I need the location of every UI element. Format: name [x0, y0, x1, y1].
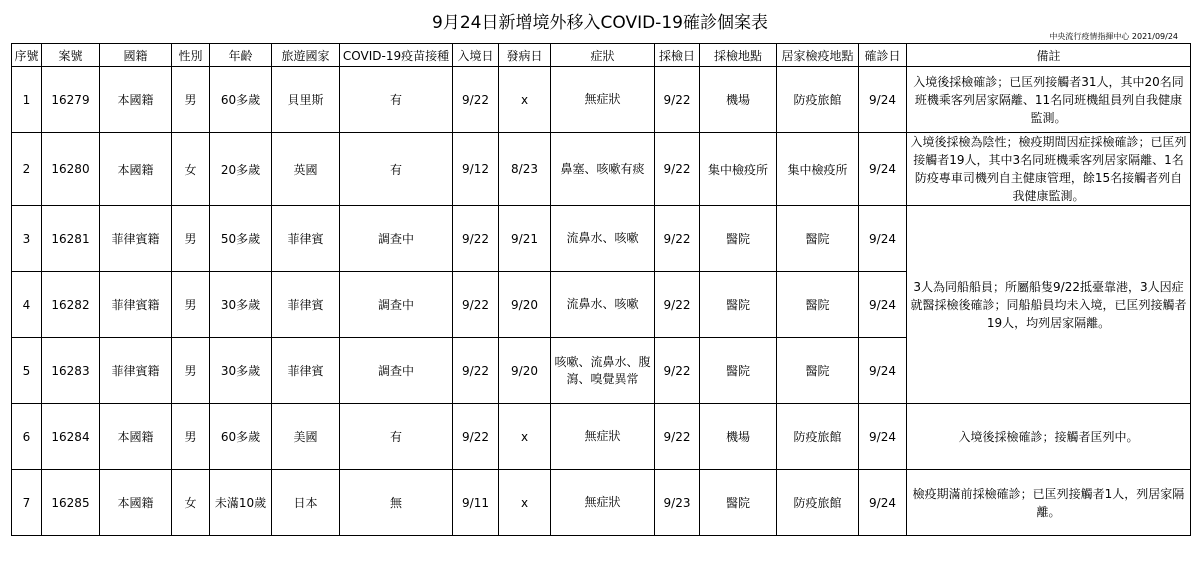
- header-cell: 序號: [12, 44, 42, 67]
- remark-cell: 3人為同船船員；所屬船隻9/22抵臺靠港，3人因症就醫採檢後確診；同船船員均未入境，已匡列接觸者19人，均列居家隔離。: [907, 206, 1191, 404]
- entry-cell: 9/22: [453, 338, 499, 404]
- onset-cell: x: [499, 404, 551, 470]
- vaccine-cell: 有: [340, 133, 453, 206]
- sex-cell: 男: [172, 206, 210, 272]
- header-cell: 採檢地點: [700, 44, 777, 67]
- remark-cell: 入境後採檢確診；接觸者匡列中。: [907, 404, 1191, 470]
- remark-cell: 入境後採檢確診；已匡列接觸者31人，其中20名同班機乘客列居家隔離、11名同班機組員列自我健康監測。: [907, 67, 1191, 133]
- entry-cell: 9/22: [453, 404, 499, 470]
- age-cell: 20多歲: [210, 133, 272, 206]
- age-cell: 60多歲: [210, 404, 272, 470]
- header-cell: 旅遊國家: [272, 44, 340, 67]
- case-cell: 16284: [42, 404, 100, 470]
- sex-cell: 男: [172, 338, 210, 404]
- confirm-cell: 9/24: [859, 67, 907, 133]
- test-date-cell: 9/23: [655, 470, 700, 536]
- confirm-cell: 9/24: [859, 133, 907, 206]
- seq-cell: 3: [12, 206, 42, 272]
- nationality-cell: 本國籍: [100, 133, 172, 206]
- header-cell: COVID-19疫苗接種: [340, 44, 453, 67]
- onset-cell: 9/21: [499, 206, 551, 272]
- confirm-cell: 9/24: [859, 470, 907, 536]
- case-cell: 16283: [42, 338, 100, 404]
- case-cell: 16285: [42, 470, 100, 536]
- nationality-cell: 菲律賓籍: [100, 272, 172, 338]
- header-cell: 性別: [172, 44, 210, 67]
- seq-cell: 1: [12, 67, 42, 133]
- country-cell: 菲律賓: [272, 338, 340, 404]
- quarantine-cell: 防疫旅館: [777, 404, 859, 470]
- onset-cell: 9/20: [499, 338, 551, 404]
- header-cell: 採檢日: [655, 44, 700, 67]
- vaccine-cell: 有: [340, 67, 453, 133]
- age-cell: 60多歲: [210, 67, 272, 133]
- table-row: [12, 404, 1191, 470]
- age-cell: 30多歲: [210, 338, 272, 404]
- header-cell: 年齡: [210, 44, 272, 67]
- age-cell: 50多歲: [210, 206, 272, 272]
- entry-cell: 9/22: [453, 206, 499, 272]
- table-row: [12, 206, 1191, 272]
- table-row: [12, 470, 1191, 536]
- test-date-cell: 9/22: [655, 338, 700, 404]
- onset-cell: x: [499, 67, 551, 133]
- symptom-cell: 無症狀: [551, 404, 655, 470]
- vaccine-cell: 調查中: [340, 206, 453, 272]
- header-cell: 發病日: [499, 44, 551, 67]
- document-title: 9月24日新增境外移入COVID-19確診個案表: [432, 13, 768, 33]
- seq-cell: 5: [12, 338, 42, 404]
- case-cell: 16279: [42, 67, 100, 133]
- confirm-cell: 9/24: [859, 272, 907, 338]
- nationality-cell: 本國籍: [100, 404, 172, 470]
- sex-cell: 女: [172, 133, 210, 206]
- header-cell: 國籍: [100, 44, 172, 67]
- header-cell: 居家檢疫地點: [777, 44, 859, 67]
- seq-cell: 6: [12, 404, 42, 470]
- confirm-cell: 9/24: [859, 404, 907, 470]
- case-cell: 16281: [42, 206, 100, 272]
- quarantine-cell: 防疫旅館: [777, 67, 859, 133]
- test-place-cell: 醫院: [700, 206, 777, 272]
- test-date-cell: 9/22: [655, 133, 700, 206]
- quarantine-cell: 醫院: [777, 272, 859, 338]
- onset-cell: x: [499, 470, 551, 536]
- nationality-cell: 本國籍: [100, 67, 172, 133]
- case-cell: 16280: [42, 133, 100, 206]
- header-cell: 確診日: [859, 44, 907, 67]
- quarantine-cell: 集中檢疫所: [777, 133, 859, 206]
- case-table: [11, 43, 1191, 536]
- test-place-cell: 機場: [700, 404, 777, 470]
- remark-cell: 檢疫期滿前採檢確診；已匡列接觸者1人，列居家隔離。: [907, 470, 1191, 536]
- age-cell: 30多歲: [210, 272, 272, 338]
- nationality-cell: 菲律賓籍: [100, 338, 172, 404]
- onset-cell: 8/23: [499, 133, 551, 206]
- symptom-cell: 流鼻水、咳嗽: [551, 206, 655, 272]
- seq-cell: 7: [12, 470, 42, 536]
- onset-cell: 9/20: [499, 272, 551, 338]
- vaccine-cell: 調查中: [340, 338, 453, 404]
- test-place-cell: 醫院: [700, 338, 777, 404]
- vaccine-cell: 無: [340, 470, 453, 536]
- seq-cell: 4: [12, 272, 42, 338]
- test-date-cell: 9/22: [655, 206, 700, 272]
- sex-cell: 男: [172, 272, 210, 338]
- test-place-cell: 醫院: [700, 272, 777, 338]
- sex-cell: 女: [172, 470, 210, 536]
- vaccine-cell: 有: [340, 404, 453, 470]
- country-cell: 菲律賓: [272, 272, 340, 338]
- case-cell: 16282: [42, 272, 100, 338]
- entry-cell: 9/22: [453, 272, 499, 338]
- source-note: 中央流行疫情指揮中心 2021/09/24: [1049, 32, 1178, 41]
- test-place-cell: 醫院: [700, 470, 777, 536]
- header-cell: 備註: [907, 44, 1191, 67]
- header-cell: 入境日: [453, 44, 499, 67]
- header-cell: 案號: [42, 44, 100, 67]
- entry-cell: 9/22: [453, 67, 499, 133]
- table-row: [12, 67, 1191, 133]
- confirm-cell: 9/24: [859, 206, 907, 272]
- entry-cell: 9/12: [453, 133, 499, 206]
- country-cell: 美國: [272, 404, 340, 470]
- symptom-cell: 咳嗽、流鼻水、腹瀉、嗅覺異常: [551, 338, 655, 404]
- table-row: [12, 133, 1191, 206]
- test-place-cell: 機場: [700, 67, 777, 133]
- vaccine-cell: 調查中: [340, 272, 453, 338]
- age-cell: 未滿10歲: [210, 470, 272, 536]
- nationality-cell: 本國籍: [100, 470, 172, 536]
- header-row: [12, 44, 1191, 67]
- country-cell: 英國: [272, 133, 340, 206]
- test-place-cell: 集中檢疫所: [700, 133, 777, 206]
- country-cell: 菲律賓: [272, 206, 340, 272]
- country-cell: 貝里斯: [272, 67, 340, 133]
- sex-cell: 男: [172, 404, 210, 470]
- symptom-cell: 鼻塞、咳嗽有痰: [551, 133, 655, 206]
- sex-cell: 男: [172, 67, 210, 133]
- entry-cell: 9/11: [453, 470, 499, 536]
- test-date-cell: 9/22: [655, 272, 700, 338]
- seq-cell: 2: [12, 133, 42, 206]
- header-cell: 症狀: [551, 44, 655, 67]
- symptom-cell: 無症狀: [551, 470, 655, 536]
- quarantine-cell: 防疫旅館: [777, 470, 859, 536]
- remark-cell: 入境後採檢為陰性；檢疫期間因症採檢確診；已匡列接觸者19人，其中3名同班機乘客列居家隔離、1名防疫專車司機列自主健康管理，餘15名接觸者列自我健康監測。: [907, 133, 1191, 206]
- confirm-cell: 9/24: [859, 338, 907, 404]
- test-date-cell: 9/22: [655, 67, 700, 133]
- symptom-cell: 流鼻水、咳嗽: [551, 272, 655, 338]
- quarantine-cell: 醫院: [777, 206, 859, 272]
- quarantine-cell: 醫院: [777, 338, 859, 404]
- symptom-cell: 無症狀: [551, 67, 655, 133]
- country-cell: 日本: [272, 470, 340, 536]
- nationality-cell: 菲律賓籍: [100, 206, 172, 272]
- test-date-cell: 9/22: [655, 404, 700, 470]
